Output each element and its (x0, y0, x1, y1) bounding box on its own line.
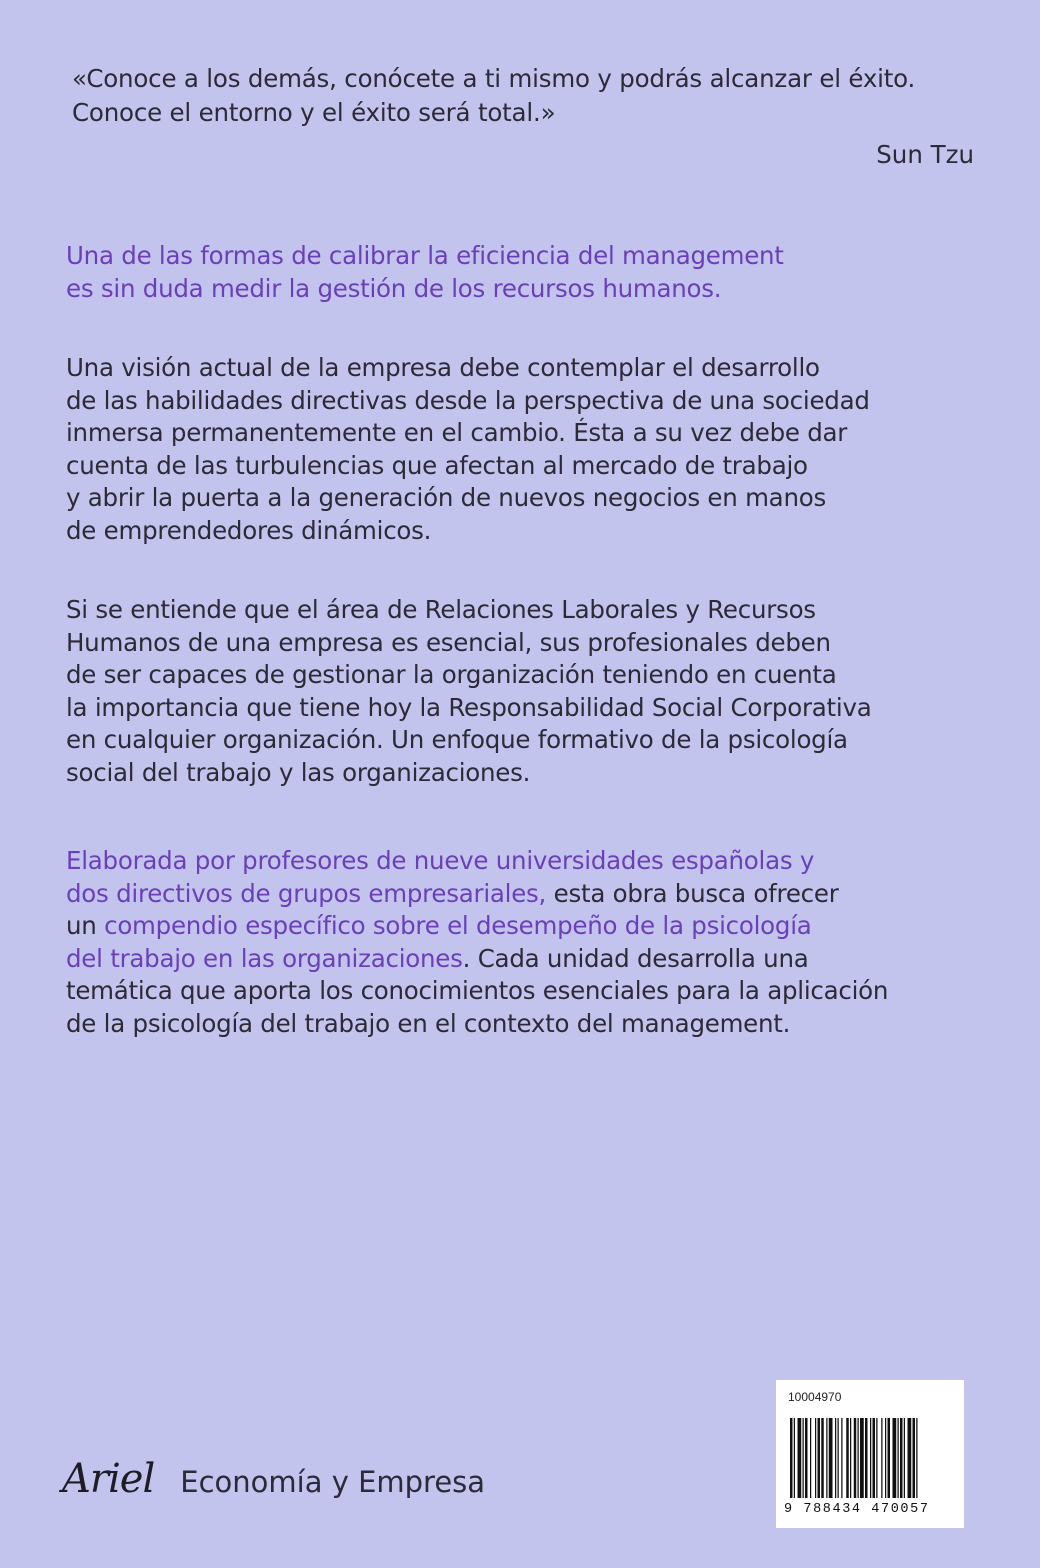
paragraph-line: de emprendedores dinámicos. (66, 515, 432, 545)
paragraph-line: Una visión actual de la empresa debe contemplar el desarrollo (66, 353, 820, 382)
barcode-icon (784, 1418, 956, 1498)
paragraph-line: social del trabajo y las organizaciones. (66, 757, 531, 787)
publisher-footer (62, 1456, 485, 1502)
paragraph-line (66, 943, 1006, 976)
paragraph-line: de ser capaces de gestionar la organización teniendo en cuenta (66, 660, 837, 689)
quote-block (72, 62, 992, 130)
paragraph-line: y abrir la puerta a la generación de nuevos negocios en manos (66, 483, 826, 512)
paragraph-line (66, 910, 1006, 943)
plain-text: un (66, 911, 105, 940)
paragraph-line: Una de las formas de calibrar la eficiencia del management (66, 241, 784, 270)
paragraph-line: cuenta de las turbulencias que afectan al mercado de trabajo (66, 450, 808, 480)
isbn-number: 9 788434 470057 (784, 1502, 930, 1517)
plain-text: esta obra busca ofrecer (546, 878, 839, 908)
quote-author: Sun Tzu (876, 140, 974, 169)
quote-line: «Conoce a los demás, conócete a ti mismo y podrás alcanzar el éxito. (72, 64, 916, 93)
quote-line: Conoce el entorno y el éxito será total.» (72, 98, 556, 127)
publisher-logo: Ariel (62, 1456, 155, 1502)
body-paragraph-3 (66, 845, 1006, 1040)
highlight-text: del trabajo en las organizaciones (66, 943, 463, 973)
series-name: Economía y Empresa (180, 1465, 486, 1499)
paragraph-line: de la psicología del trabajo en el contexto del management. (66, 1008, 791, 1038)
paragraph-line: es sin duda medir la gestión de los recursos humanos. (66, 273, 722, 303)
barcode-label (776, 1380, 964, 1528)
paragraph-line: inmersa permanentemente en el cambio. Ésta a su vez debe dar (66, 418, 848, 447)
paragraph-line (66, 878, 1006, 911)
paragraph-line: de las habilidades directivas desde la perspectiva de una sociedad (66, 385, 870, 415)
plain-text: . Cada unidad desarrolla una (462, 943, 809, 973)
paragraph-line: la importancia que tiene hoy la Responsabilidad Social Corporativa (66, 692, 872, 722)
product-code: 10004970 (788, 1390, 842, 1404)
paragraph-line: en cualquier organización. Un enfoque formativo de la psicología (66, 725, 848, 754)
highlight-text: dos directivos de grupos empresariales, (66, 878, 547, 908)
paragraph-line: Humanos de una empresa es esencial, sus profesionales deben (66, 627, 831, 657)
paragraph-line: Elaborada por profesores de nueve universidades españolas y (66, 846, 815, 875)
highlight-text: compendio específico sobre el desempeño de la psicología (104, 911, 812, 940)
paragraph-line: temática que aporta los conocimientos esenciales para la aplicación (66, 976, 889, 1005)
paragraph-line: Si se entiende que el área de Relaciones Laborales y Recursos (66, 595, 816, 624)
body-paragraph-2 (66, 594, 1006, 789)
lead-paragraph (66, 240, 1006, 305)
body-paragraph-1 (66, 352, 1006, 547)
